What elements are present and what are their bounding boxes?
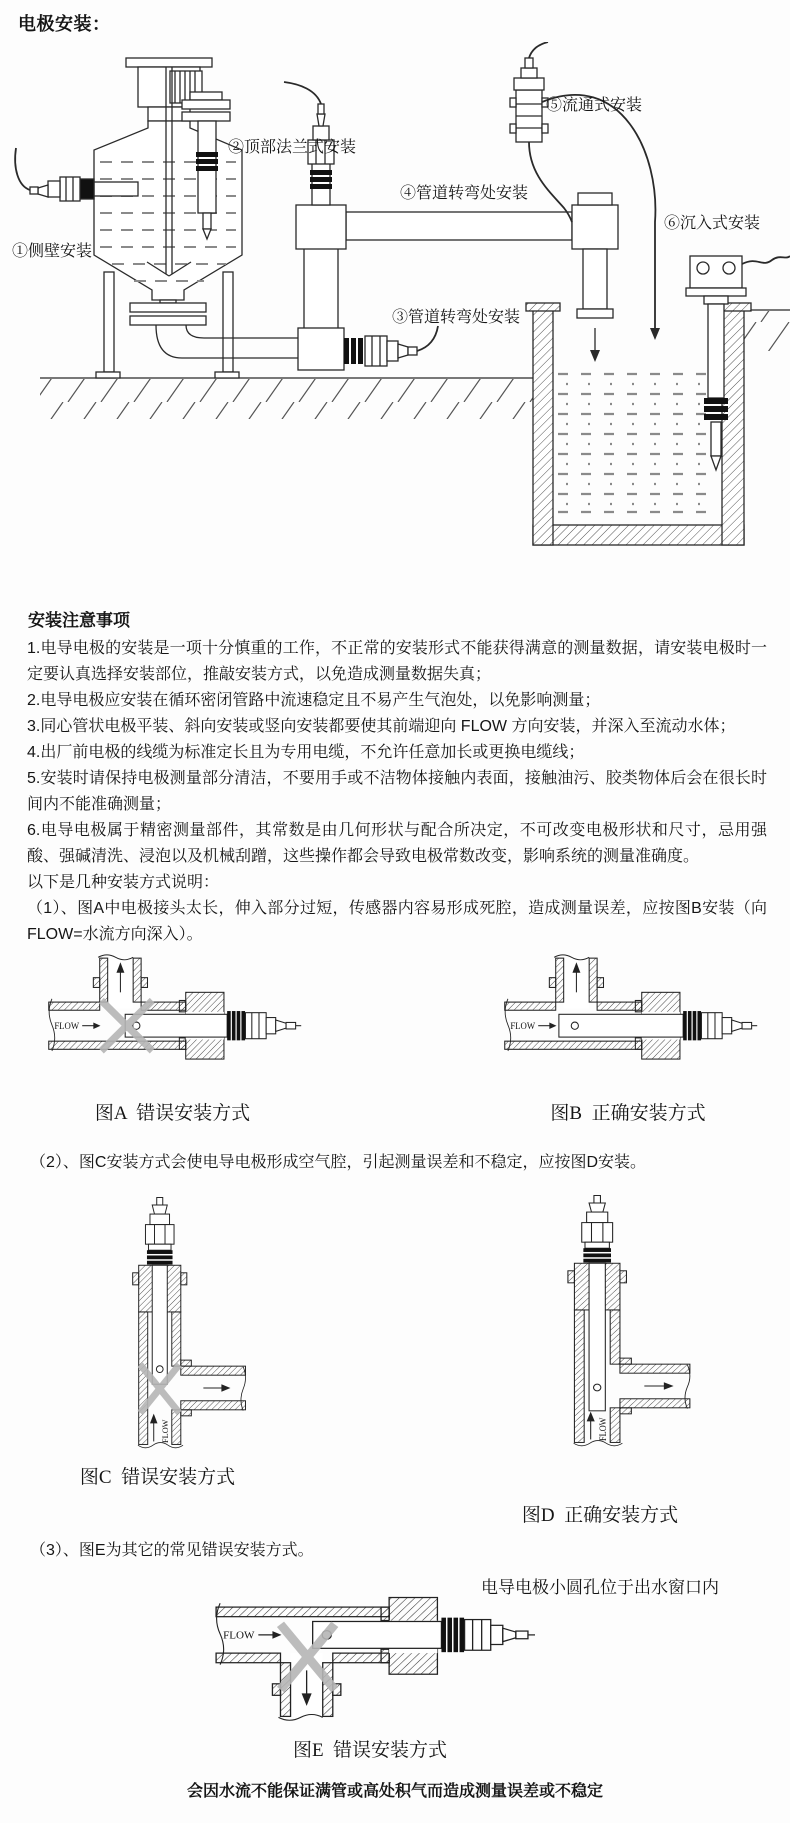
note-item: 4.出厂前电极的线缆为标准定长且为专用电缆，不允许任意加长或更换电缆线； bbox=[27, 744, 585, 761]
note-item: 2.电导电极应安装在循环密闭管路中流速稳定且不易产生气泡处，以免影响测量； bbox=[27, 692, 601, 709]
sump-water bbox=[558, 374, 714, 512]
fig-d-caption-line2: 电导电极小圆孔位于出水窗口内 bbox=[481, 1578, 719, 1597]
note-item: 5.安装时请保持电极测量部分清洁，不要用手或不洁物体接触内表面，接触油污、胶类物体后会在很长时间内不能准确测量； bbox=[27, 770, 767, 813]
step-2: （2）、图C安装方式会使电导电极形成空气腔，引起测量误差和不稳定，应按图D安装。 bbox=[30, 1154, 647, 1171]
page-title: 电极安装： bbox=[18, 14, 111, 34]
ground-hatch-right bbox=[744, 311, 790, 351]
flow-label: FLOW bbox=[597, 1417, 609, 1441]
notes-intro: 以下是几种安装方式说明： bbox=[27, 874, 220, 891]
fig-a-caption: 图A 错误安装方式 bbox=[94, 1103, 251, 1124]
electrode-label-1: ①侧壁安装 bbox=[12, 243, 93, 260]
down-arrow-icon bbox=[650, 328, 660, 340]
upper-horizontal-pipe bbox=[346, 212, 572, 240]
note-item: 6.电导电极属于精密测量部件，其常数是由几何形状与配合所决定，不可改变电极形状和尺寸，忌用强酸、强碱清洗、浸泡以及机械刮蹭，这些操作都会导致电极常数改变，影响系统的测量准确度。 bbox=[27, 822, 767, 865]
section-heading: 安装注意事项 bbox=[28, 611, 130, 630]
right-arrow-icon bbox=[664, 1382, 674, 1390]
note-item: 3.同心管状电极平装、斜向安装或竖向安装都要使其前端迎向 FLOW 方向安装，并深入至流动水体； bbox=[27, 718, 736, 735]
flow-label: FLOW bbox=[223, 1629, 255, 1642]
fig-c-caption: 图C 错误安装方式 bbox=[79, 1467, 236, 1488]
electrode-label-2: ②顶部法兰式安装 bbox=[228, 139, 357, 156]
flow-label: FLOW bbox=[161, 1419, 171, 1443]
upper-tee bbox=[296, 205, 346, 249]
fig-e-diagram bbox=[200, 1586, 536, 1726]
note-item: 1.电导电极的安装是一项十分慎重的工作，不正常的安装形式不能获得满意的测量数据，请安装电极时一定要认真选择安装部位，推敲安装方式，以免造成测量数据失真； bbox=[27, 640, 767, 683]
flow-label: FLOW bbox=[54, 1020, 80, 1031]
drop-pipe bbox=[572, 193, 618, 362]
fig-c-diagram bbox=[68, 1196, 253, 1458]
footer-note: 会因水流不能保证满管或高处积气而造成测量误差或不稳定 bbox=[186, 1783, 603, 1800]
fig-d-diagram bbox=[498, 1194, 698, 1456]
electrode-label-4: ④管道转弯处安装 bbox=[400, 185, 529, 202]
fig-e-caption: 图E 错误安装方式 bbox=[292, 1740, 448, 1761]
up-arrow-icon bbox=[587, 1412, 595, 1422]
up-arrow-icon bbox=[150, 1414, 158, 1424]
electrode-label-5: ⑤流通式安装 bbox=[546, 97, 643, 114]
riser-pipe bbox=[304, 247, 338, 330]
step-1: （1）、图A中电极接头太长，伸入部分过短，传感器内容易形成死腔，造成测量误差，应按图B安装（向FLOW=水流方向深入）。 bbox=[27, 900, 767, 943]
fig-b-diagram bbox=[492, 950, 758, 1090]
flow-arrow-icon bbox=[93, 1022, 100, 1029]
fig-d-caption-line1: 图D 正确安装方式 bbox=[521, 1505, 679, 1526]
bottom-pipe bbox=[130, 300, 298, 358]
fig-a-diagram bbox=[36, 950, 302, 1090]
electrode-label-3: ③管道转弯处安装 bbox=[392, 309, 521, 326]
electrode-label-6: ⑥沉入式安装 bbox=[664, 215, 761, 232]
ground-hatch-left bbox=[40, 379, 533, 419]
flow-arrow-icon bbox=[272, 1631, 281, 1639]
flow-label: FLOW bbox=[510, 1020, 536, 1031]
right-arrow-icon bbox=[221, 1384, 230, 1392]
lower-tee bbox=[298, 328, 344, 370]
step-3: （3）、图E为其它的常见错误安装方式。 bbox=[30, 1542, 314, 1559]
flow-arrow-icon bbox=[549, 1022, 556, 1029]
down-arrow-icon bbox=[590, 350, 600, 362]
electrode-lower-bend bbox=[344, 326, 438, 366]
fig-b-caption: 图B 正确安装方式 bbox=[550, 1103, 706, 1124]
installation-notes bbox=[27, 636, 767, 948]
